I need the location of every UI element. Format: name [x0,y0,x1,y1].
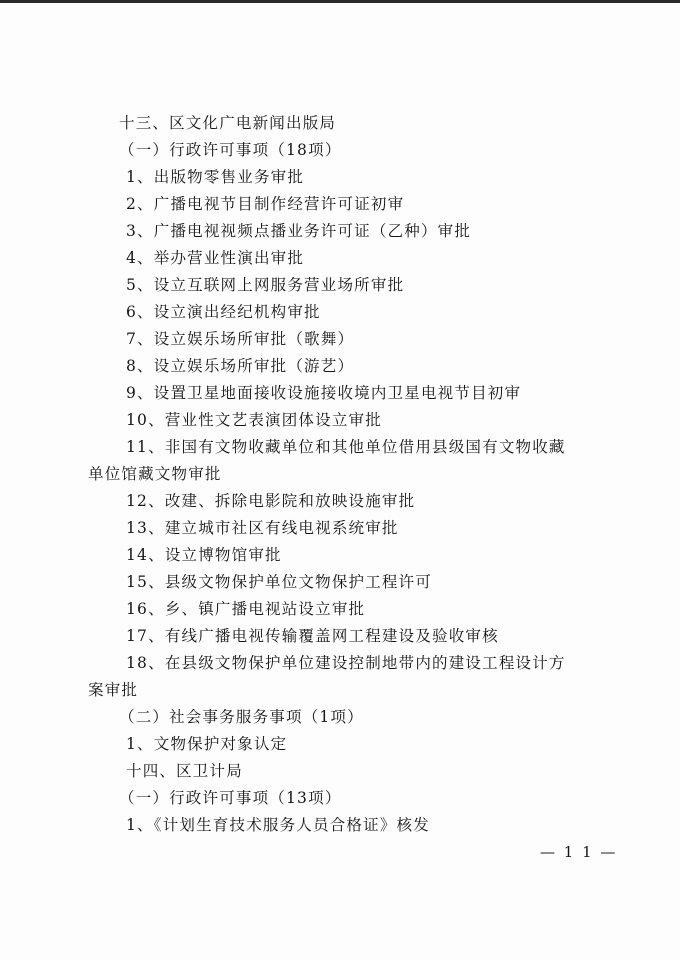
list-item: 3、广播电视视频点播业务许可证（乙种）审批 [126,222,472,240]
list-item: 1、出版物零售业务审批 [126,168,305,186]
list-item-continuation: 案审批 [88,681,139,699]
section-13-part-2-title: （二）社会事务服务事项（1项） [119,708,364,726]
list-item: 4、举办营业性演出审批 [126,249,305,267]
page-number: — 1 1 — [540,843,618,861]
section-14-heading: 十四、区卫计局 [126,762,243,780]
list-item: 5、设立互联网上网服务营业场所审批 [126,276,405,294]
list-item: 1、文物保护对象认定 [126,735,288,753]
scan-top-edge [0,0,680,3]
list-item: 8、设立娱乐场所审批（游艺） [126,357,355,375]
list-item-continuation: 单位馆藏文物审批 [88,465,222,483]
list-item: 16、乡、镇广播电视站设立审批 [126,600,366,618]
list-item: 6、设立演出经纪机构审批 [126,303,321,321]
list-item: 11、非国有文物收藏单位和其他单位借用县级国有文物收藏 [126,438,566,456]
list-item: 12、改建、拆除电影院和放映设施审批 [126,492,416,510]
list-item: 10、营业性文艺表演团体设立审批 [126,411,382,429]
list-item: 13、建立城市社区有线电视系统审批 [126,519,399,537]
section-14-part-1-title: （一）行政许可事项（13项） [119,789,342,807]
list-item: 14、设立博物馆审批 [126,546,282,564]
section-13-heading: 十三、区文化广电新闻出版局 [119,114,337,132]
list-item: 17、有线广播电视传输覆盖网工程建设及验收审核 [126,627,499,645]
list-item: 7、设立娱乐场所审批（歌舞） [126,330,355,348]
list-item: 15、县级文物保护单位文物保护工程许可 [126,573,433,591]
list-item: 1、《计划生育技术服务人员合格证》核发 [126,816,430,834]
section-13-part-1-title: （一）行政许可事项（18项） [119,141,342,159]
list-item: 18、在县级文物保护单位建设控制地带内的建设工程设计方 [126,654,566,672]
document-body [88,110,588,839]
list-item: 9、设置卫星地面接收设施接收境内卫星电视节目初审 [126,384,522,402]
list-item: 2、广播电视节目制作经营许可证初审 [126,195,405,213]
